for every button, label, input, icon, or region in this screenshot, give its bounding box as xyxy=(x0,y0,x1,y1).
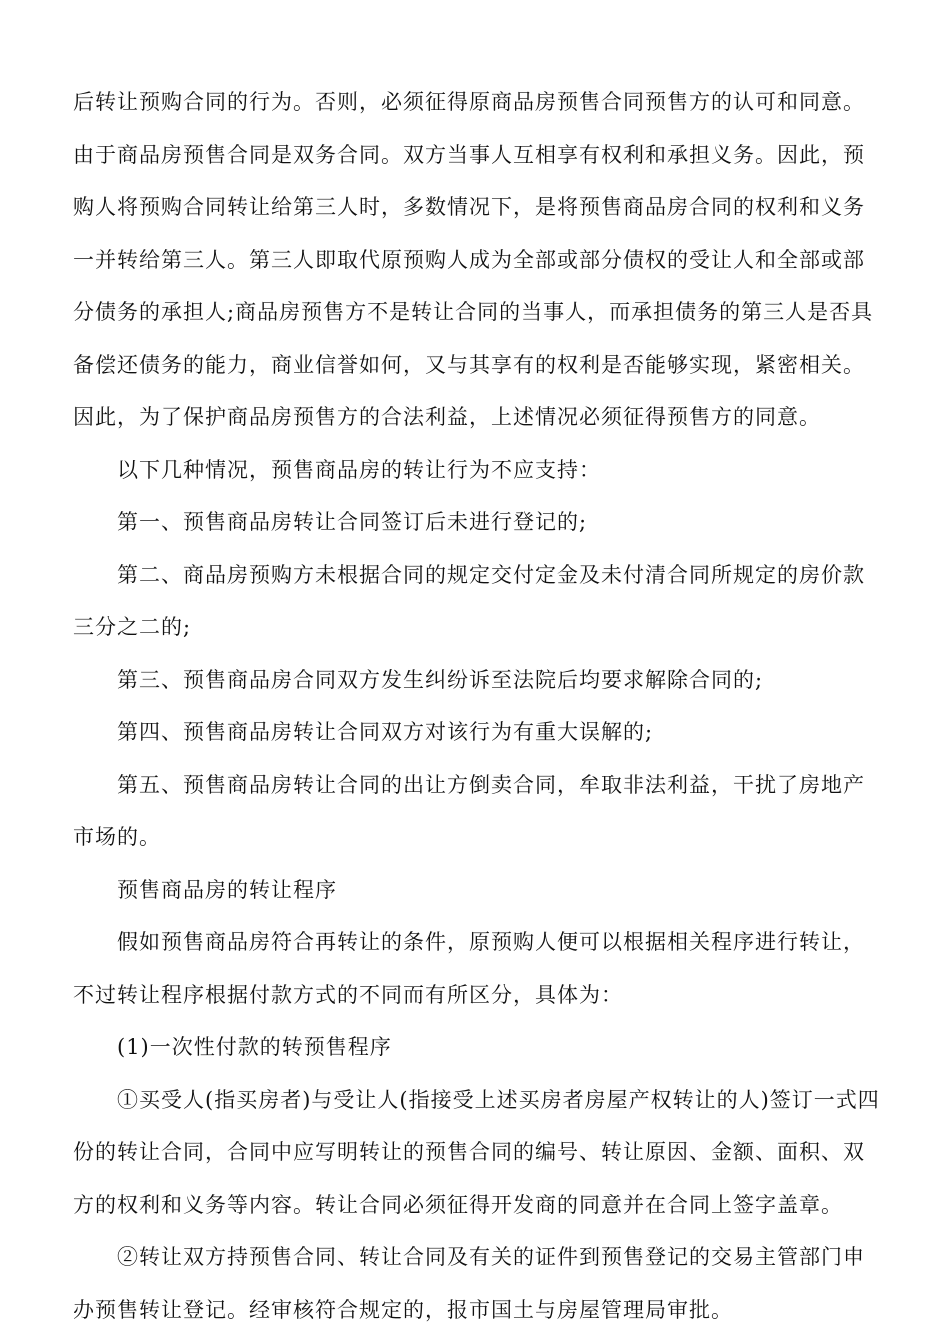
list-item-case-1: 第一、预售商品房转让合同签订后未进行登记的; xyxy=(117,510,588,534)
document-body xyxy=(73,76,885,1336)
paragraph-transfer-consent: 后转让预购合同的行为。否则，必须征得原商品房预售合同预售方的认可和同意。由于商品房预售合同是双务合同。双方当事人互相享有权利和承担义务。因此，预购人将预购合同转让给第三人时，多数情况下，是将预售商品房合同的权利和义务一并转给第三人。第三人即取代原预购人成为全部或部分债权的受让人和全部或部分债务的承担人;商品房预售方不是转让合同的当事人，而承担债务的第三人是否具备偿还债务的能力，商业信誉如何，又与其享有的权利是否能够实现，紧密相关。因此，为了保护商品房预售方的合法利益，上述情况必须征得预售方的同意。 xyxy=(73,90,874,429)
list-item-case-4: 第四、预售商品房转让合同双方对该行为有重大误解的; xyxy=(117,720,654,744)
procedure-step-2: ②转让双方持预售合同、转让合同及有关的证件到预售登记的交易主管部门申办预售转让登记。经审核符合规定的，报市国土与房屋管理局审批。 xyxy=(73,1245,865,1322)
subheading-lump-sum-procedure: (1)一次性付款的转预售程序 xyxy=(117,1035,392,1059)
paragraph-unsupported-cases-intro: 以下几种情况，预售商品房的转让行为不应支持： xyxy=(117,457,601,482)
list-item-case-2: 第二、商品房预购方未根据合同的规定交付定金及未付清合同所规定的房价款三分之二的; xyxy=(73,562,865,639)
paragraph-procedure-intro: 假如预售商品房符合再转让的条件，原预购人便可以根据相关程序进行转让，不过转让程序根据付款方式的不同而有所区分，具体为： xyxy=(73,930,865,1007)
section-heading-transfer-procedure: 预售商品房的转让程序 xyxy=(117,877,337,902)
list-item-case-3: 第三、预售商品房合同双方发生纠纷诉至法院后均要求解除合同的; xyxy=(117,667,764,692)
procedure-step-1: ①买受人(指买房者)与受让人(指接受上述买房者房屋产权转让的人)签订一式四份的转让合同，合同中应写明转让的预售合同的编号、转让原因、金额、面积、双方的权利和义务等内容。转让合同必须征得开发商的同意并在合同上签字盖章。 xyxy=(73,1087,880,1217)
list-item-case-5: 第五、预售商品房转让合同的出让方倒卖合同，牟取非法利益，干扰了房地产市场的。 xyxy=(73,772,865,849)
